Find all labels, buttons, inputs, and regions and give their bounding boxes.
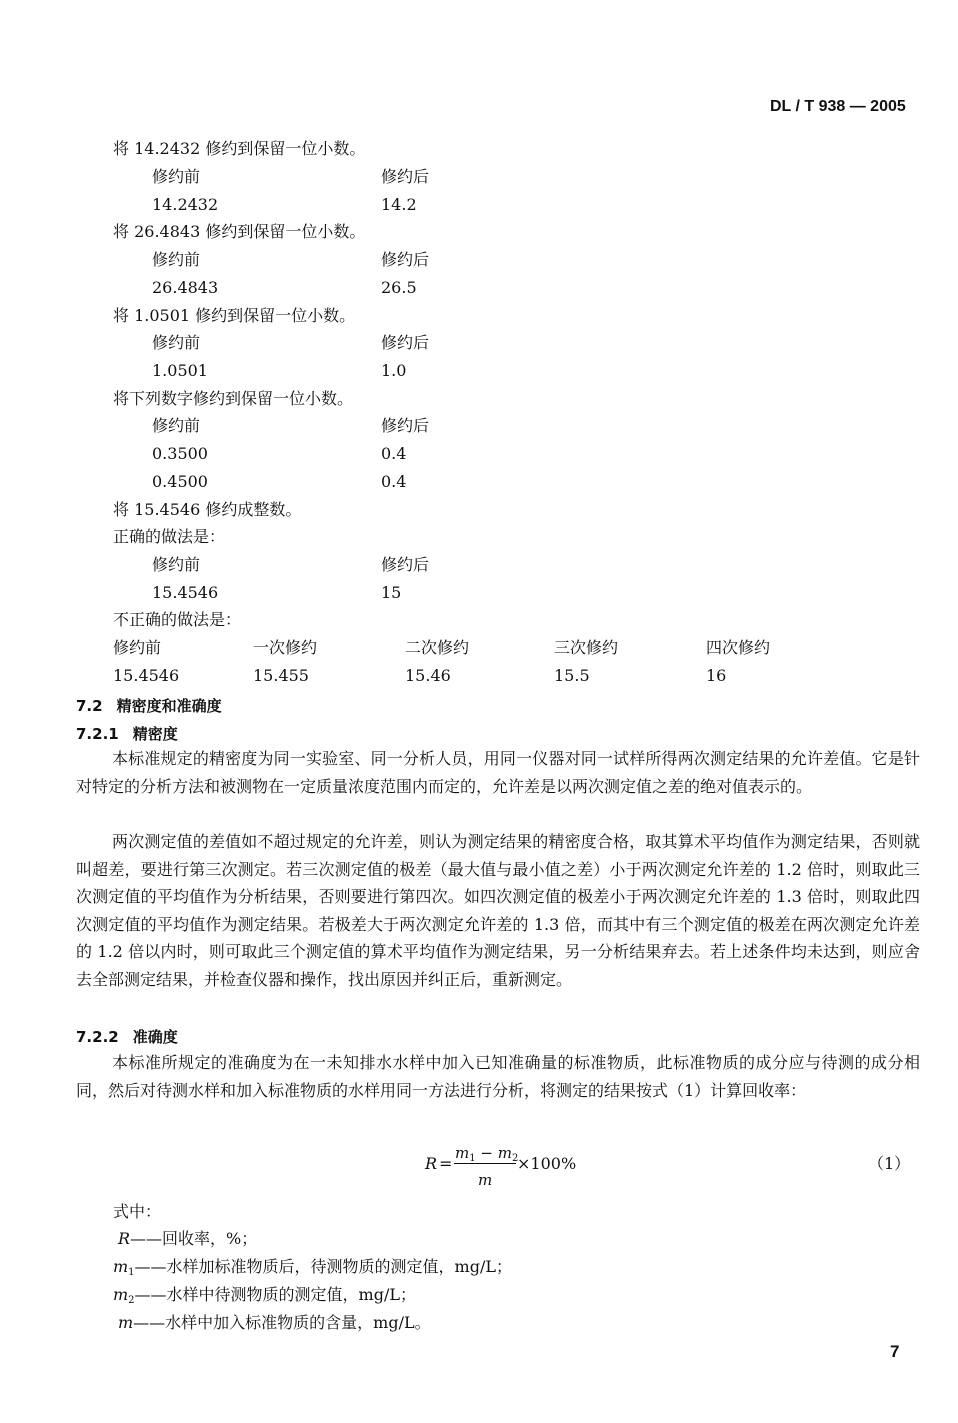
- variable-definition: R——回收率，%；: [118, 1229, 258, 1248]
- incorrect-method-label: 不正确的做法是：: [113, 610, 242, 629]
- paragraph: 本标准所规定的准确度为在一未知排水水样中加入已知准确量的标准物质，此标准物质的成分应与待测的成分相同，然后对待测水样和加入标准物质的水样用同一方法进行分析，将测定的结果按式（1）计算回收率：: [76, 1053, 920, 1100]
- before-value: 0.3500: [152, 444, 208, 463]
- before-value: 26.4843: [152, 278, 219, 297]
- formula-denominator: m: [478, 1171, 493, 1189]
- incorrect-header: 四次修约: [706, 638, 771, 657]
- section-number: 7.2.1: [76, 725, 119, 743]
- variable-definition: m——水样中加入标准物质的含量，mg/L。: [118, 1313, 431, 1332]
- section-title: 精密度和准确度: [116, 697, 222, 715]
- before-label: 修约前: [152, 333, 201, 352]
- document-code: DL / T 938 — 2005: [770, 98, 906, 115]
- after-label: 修约后: [381, 333, 430, 352]
- before-label: 修约前: [152, 250, 201, 269]
- incorrect-value: 15.455: [253, 666, 309, 685]
- after-label: 修约后: [381, 167, 430, 186]
- section-heading: [76, 695, 222, 716]
- incorrect-header: 三次修约: [554, 638, 619, 657]
- after-value: 15: [381, 583, 402, 602]
- section-number: 7.2.2: [76, 1028, 119, 1046]
- example-instruction: 将 1.0501 修约到保留一位小数。: [113, 306, 356, 325]
- after-value: 1.0: [381, 361, 407, 380]
- subsection-heading: [76, 1026, 178, 1047]
- formula-lhs: R: [425, 1154, 438, 1173]
- after-label: 修约后: [381, 555, 430, 574]
- variable-definition: $m_2——$水样中待测物质的测定值，mg/L；: [113, 1285, 416, 1306]
- after-value: 26.5: [381, 278, 417, 297]
- after-value: 0.4: [381, 444, 407, 463]
- subsection-heading: [76, 723, 178, 744]
- after-label: 修约后: [381, 416, 430, 435]
- fraction-bar: [454, 1163, 516, 1164]
- after-value: 0.4: [381, 472, 407, 491]
- before-value: 15.4546: [152, 583, 219, 602]
- formula-multiplier: ×100%: [517, 1154, 577, 1173]
- after-value: 14.2: [381, 195, 417, 214]
- section-title: 准确度: [132, 1028, 178, 1046]
- before-label: 修约前: [152, 167, 201, 186]
- before-value: 1.0501: [152, 361, 208, 380]
- where-label: 式中：: [113, 1202, 162, 1221]
- incorrect-value: 15.5: [554, 666, 590, 685]
- before-value: 0.4500: [152, 472, 208, 491]
- section-title: 精密度: [132, 725, 178, 743]
- correct-method-label: 正确的做法是：: [113, 527, 226, 546]
- example-instruction: 将 26.4843 修约到保留一位小数。: [113, 222, 366, 241]
- example-instruction: 将 15.4546 修约成整数。: [113, 500, 302, 519]
- before-value: 14.2432: [152, 195, 219, 214]
- section-number: 7.2: [76, 697, 103, 715]
- incorrect-header: 一次修约: [253, 638, 318, 657]
- before-label: 修约前: [152, 416, 201, 435]
- incorrect-value: 15.46: [405, 666, 451, 685]
- incorrect-value: 16: [706, 666, 727, 685]
- incorrect-header: 二次修约: [405, 638, 470, 657]
- before-label: 修约前: [152, 555, 201, 574]
- after-label: 修约后: [381, 250, 430, 269]
- example-instruction: 将下列数字修约到保留一位小数。: [113, 389, 354, 408]
- variable-definition: $m_1——$水样加标准物质后，待测物质的测定值，mg/L；: [113, 1257, 512, 1278]
- formula-numerator: $m_1 - m_2$: [455, 1144, 519, 1164]
- page-number: 7: [890, 1342, 900, 1361]
- formula-number: （1）: [868, 1154, 911, 1173]
- formula-equals: =: [439, 1154, 453, 1173]
- example-instruction: 将 14.2432 修约到保留一位小数。: [113, 139, 366, 158]
- paragraph: 本标准规定的精密度为同一实验室、同一分析人员，用同一仪器对同一试样所得两次测定结果的允许差值。它是针对特定的分析方法和被测物在一定质量浓度范围内而定的，允许差是以两次测定值之差的绝对值表示的。: [76, 749, 920, 796]
- paragraph: 两次测定值的差值如不超过规定的允许差，则认为测定结果的精密度合格，取其算术平均值作为测定结果，否则就叫超差，要进行第三次测定。若三次测定值的极差（最大值与最小值之差）小于两次测定允许差的 1.2 倍时，则取此三次测定值的平均值作为分析结果，否则要进行第四次。如四次测定值的极差小于两次测定允许差的 1.3 倍时，则取此四次测定值的平均值作为测定结果。若极差大于两次测定允许差的 1.3 倍，而其中有三个测定值的极差在两次测定允许差的 1.2 倍以内时，则可取此三个测定值的算术平均值作为测定结果，另一分析结果弃去。若上述条件均未达到，则应舍去全部测定结果，并检查仪器和操作，找出原因并纠正后，重新测定。: [76, 832, 920, 989]
- incorrect-value: 15.4546: [113, 666, 180, 685]
- incorrect-header: 修约前: [113, 638, 162, 657]
